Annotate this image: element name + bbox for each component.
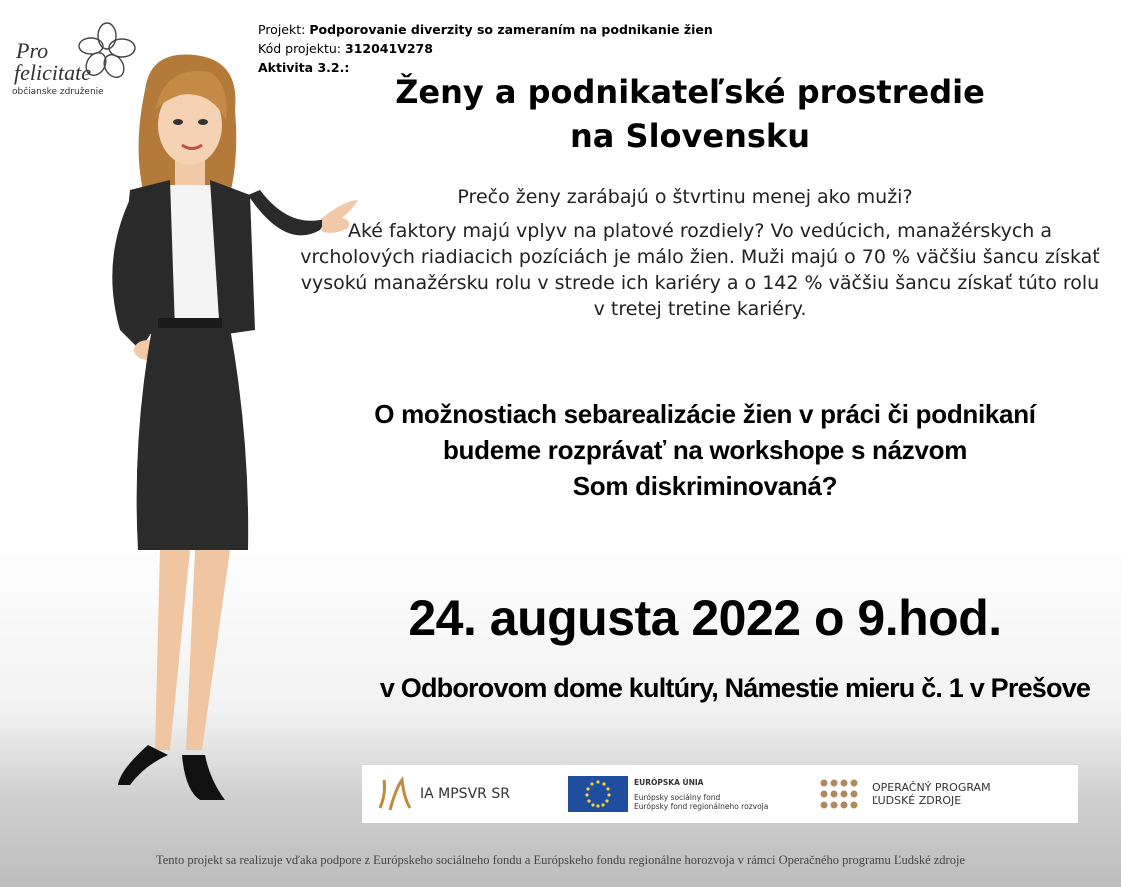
ia-label: IA MPSVR SR [420,786,510,802]
op-text [872,781,991,807]
op-line-2: ĽUDSKÉ ZDROJE [872,794,962,807]
logo-word-felicitate: felicitate [14,60,91,85]
title-line-1: Ženy a podnikateľské prostredie [395,73,985,111]
workshop-line-1: O možnostiach sebarealizácie žien v práci či podnikaní [374,399,1036,429]
workshop-line-3: Som diskriminovaná? [572,471,838,501]
eu-fund-2: Európsky fond regionálneho rozvoja [634,801,769,811]
eu-logo [568,765,768,823]
project-label: Projekt: [258,22,310,37]
event-date: 24. augusta 2022 o 9.hod. [408,590,1002,646]
op-ludske-zdroje-logo [818,765,991,823]
activity-label: Aktivita 3.2.: [258,60,350,75]
op-dots-icon [818,777,858,811]
project-code: 312041V278 [345,41,433,56]
eu-flag-icon [568,776,628,812]
page-title [330,70,1050,158]
workshop-line-2: budeme rozprávať na workshope s názvom [442,435,968,465]
title-line-2: na Slovensku [570,117,810,155]
eu-title: EURÓPSKA ÚNIA [634,777,704,787]
footer-note: Tento projekt sa realizuje vďaka podpore z Európskeho sociálneho fondu a Európskeho fondu regionálne horozvoja v rámci Operačného programu Ľudské zdroje [155,853,965,867]
question-one: Prečo ženy zarábajú o štvrtinu menej ako muži? [457,186,913,208]
sponsor-logo-strip [362,765,1078,823]
workshop-announcement [320,396,1090,504]
project-code-label: Kód projektu: [258,41,345,56]
eu-fund-1: Európsky sociálny fond [634,792,721,802]
question-two: Aké faktory majú vplyv na platové rozdiely? Vo vedúcich, manažérskych a vrcholových riadiacich pozíciách je málo žien. Muži majú o 70 % väčšiu šancu získať vysokú manažérsku rolu v strede ich kariéry a o 142 % väčšiu šancu získať túto rolu v tretej tretine kariéry. [300,220,1100,320]
op-line-1: OPERAČNÝ PROGRAM [872,781,991,794]
event-venue: v Odborovom dome kultúry, Námestie mieru č. 1 v Prešove [379,673,1091,703]
project-line [258,20,713,39]
project-name: Podporovanie diverzity so zameraním na podnikanie žien [309,22,713,37]
logo-word-pro: Pro [16,38,49,63]
eu-text [634,778,768,811]
ia-mpsvr-logo [376,765,510,823]
ia-mark-icon [376,774,412,814]
logo-subtitle: občianske združenie [12,87,104,97]
